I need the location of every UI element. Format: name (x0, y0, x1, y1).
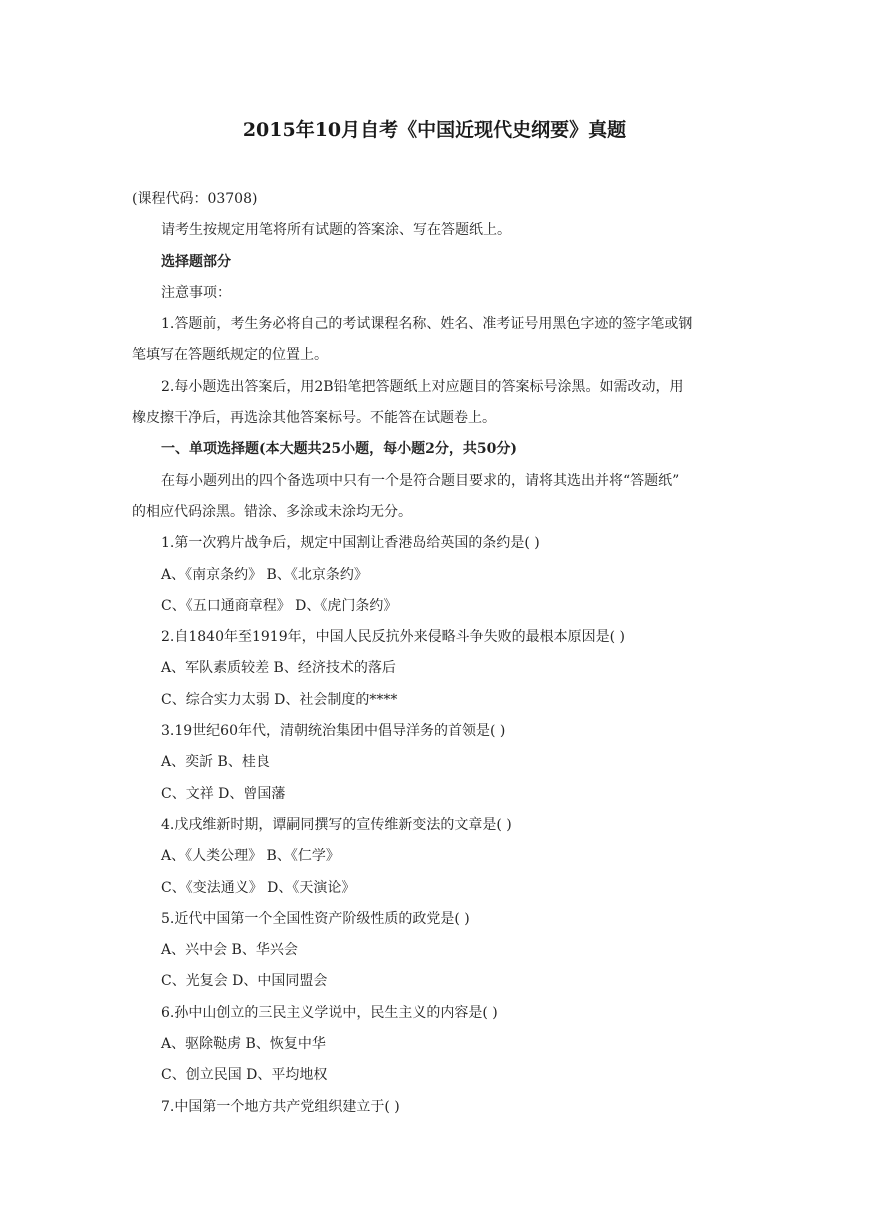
question-1-stem: 1.第一次鸦片战争后，规定中国割让香港岛给英国的条约是( ) (161, 535, 540, 552)
note-2-line-2: 橡皮擦干净后，再选涂其他答案标号。不能答在试题卷上。 (132, 410, 496, 427)
notes-label: 注意事项： (161, 284, 231, 301)
question-2-options-cd: C、综合实力太弱 D、社会制度的**** (161, 691, 398, 708)
question-1-options-cd: C、《五口通商章程》 D、《虎门条约》 (161, 597, 398, 614)
question-2-options-ab: A、军队素质较差 B、经济技术的落后 (161, 660, 396, 677)
question-4-options-cd: C、《变法通义》 D、《天演论》 (161, 879, 356, 896)
note-1-line-1: 1.答题前，考生务必将自己的考试课程名称、姓名、准考证号用黑色字迹的签字笔或钢 (161, 316, 693, 333)
document-body (132, 184, 737, 1123)
question-3-stem: 3.19世纪60年代，清朝统治集团中倡导洋务的首领是( ) (161, 723, 506, 740)
question-5-options-ab: A、兴中会 B、华兴会 (161, 942, 298, 959)
question-3-options-ab: A、奕訢 B、桂良 (161, 754, 270, 771)
question-5-stem: 5.近代中国第一个全国性资产阶级性质的政党是( ) (161, 910, 470, 927)
question-7-stem: 7.中国第一个地方共产党组织建立于( ) (161, 1098, 400, 1115)
question-6-options-ab: A、驱除鞑虏 B、恢复中华 (161, 1036, 326, 1053)
part-1-desc-line-2: 的相应代码涂黑。错涂、多涂或未涂均无分。 (132, 503, 412, 520)
document-title: 2015年10月自考《中国近现代史纲要》真题 (242, 119, 627, 141)
course-code: (课程代码：03708) (132, 191, 258, 207)
question-4-stem: 4.戊戌维新时期，谭嗣同撰写的宣传维新变法的文章是( ) (161, 816, 512, 833)
question-4-options-ab: A、《人类公理》 B、《仁学》 (161, 848, 340, 865)
part-1-desc-line-1: 在每小题列出的四个备选项中只有一个是符合题目要求的，请将其选出并将“答题纸” (161, 472, 680, 489)
note-1-line-2: 笔填写在答题纸规定的位置上。 (132, 347, 328, 364)
question-1-options-ab: A、《南京条约》 B、《北京条约》 (161, 566, 368, 583)
question-3-options-cd: C、文祥 D、曾国藩 (161, 785, 286, 802)
question-6-stem: 6.孙中山创立的三民主义学说中，民生主义的内容是( ) (161, 1004, 498, 1021)
instruction-text: 请考生按规定用笔将所有试题的答案涂、写在答题纸上。 (161, 222, 511, 239)
question-6-options-cd: C、创立民国 D、平均地权 (161, 1067, 328, 1084)
question-5-options-cd: C、光复会 D、中国同盟会 (161, 973, 328, 990)
section-heading: 选择题部分 (161, 253, 231, 270)
part-1-heading: 一、单项选择题(本大题共25小题，每小题2分，共50分) (161, 441, 517, 458)
note-2-line-1: 2.每小题选出答案后，用2B铅笔把答题纸上对应题目的答案标号涂黑。如需改动，用 (161, 378, 684, 395)
question-2-stem: 2.自1840年至1919年，中国人民反抗外来侵略斗争失败的最根本原因是( ) (161, 629, 625, 646)
